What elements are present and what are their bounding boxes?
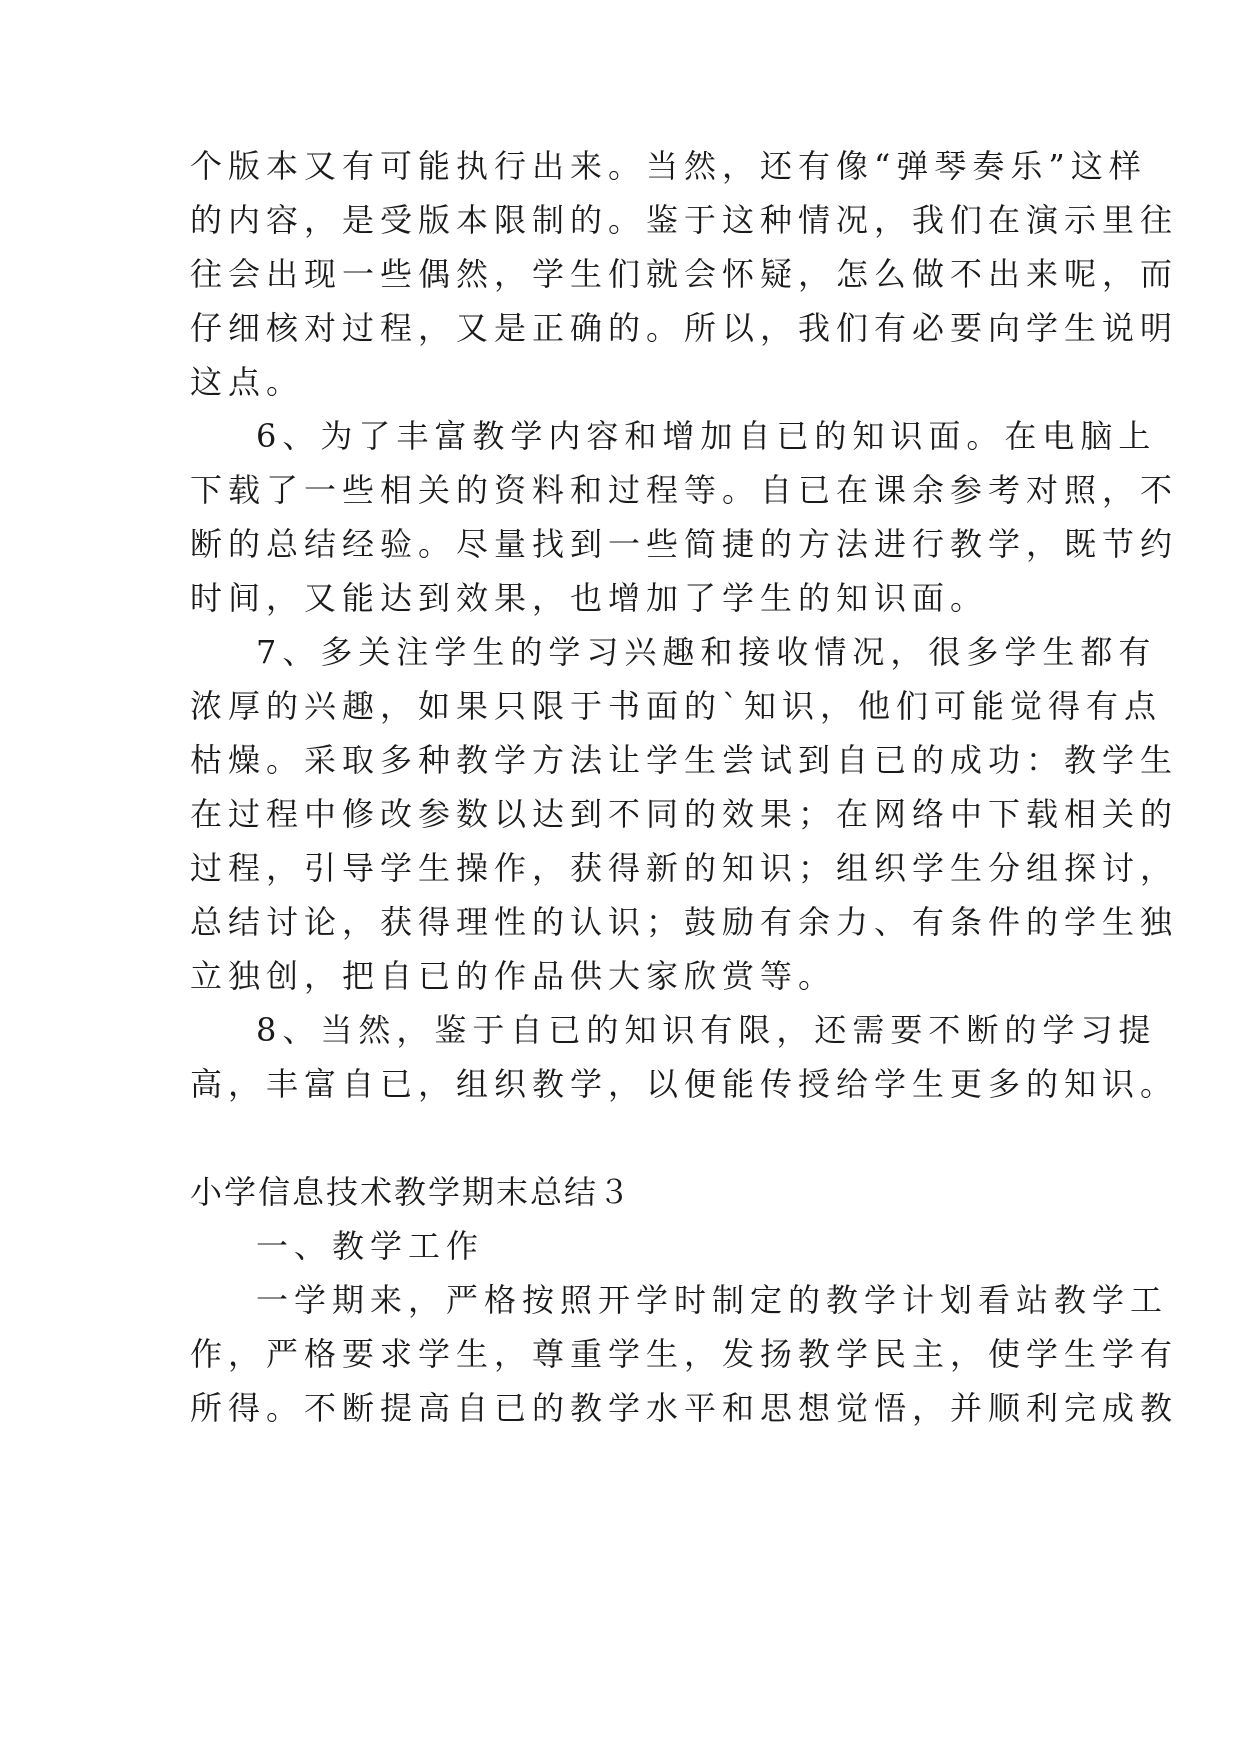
paragraph-line: 在过程中修改参数以达到不同的效果；在网络中下载相关的 [190,795,1179,833]
paragraph-line: 所得。不断提高自已的教学水平和思想觉悟，并顺利完成教 [190,1389,1179,1427]
paragraph-line: 作，严格要求学生，尊重学生，发扬教学民主，使学生学有 [190,1335,1179,1373]
paragraph-line: 浓厚的兴趣，如果只限于书面的`知识，他们可能觉得有点 [190,687,1163,725]
paragraph-line: 总结讨论，获得理性的认识；鼓励有余力、有条件的学生独 [190,903,1179,941]
paragraph-line: 的内容，是受版本限制的。鉴于这种情况，我们在演示里往 [190,201,1179,239]
paragraph-line: 立独创，把自已的作品供大家欣赏等。 [190,957,837,995]
paragraph-line: 个版本又有可能执行出来。当然，还有像“弹琴奏乐”这样 [190,147,1147,185]
paragraph-line: 断的总结经验。尽量找到一些简捷的方法进行教学，既节约 [190,525,1179,563]
paragraph-line: 往会出现一些偶然，学生们就会怀疑，怎么做不出来呢，而 [190,255,1179,293]
paragraph-line: 仔细核对过程，又是正确的。所以，我们有必要向学生说明 [190,309,1179,347]
paragraph-line: 过程，引导学生操作，获得新的知识；组织学生分组探讨， [190,849,1179,887]
paragraph-line: 8、当然，鉴于自已的知识有限，还需要不断的学习提 [256,1011,1157,1049]
paragraph-line: 下载了一些相关的资料和过程等。自已在课余参考对照，不 [190,471,1179,509]
section-title: 小学信息技术教学期末总结３ [190,1173,633,1211]
paragraph-line: 这点。 [190,363,305,401]
paragraph-line: 时间，又能达到效果，也增加了学生的知识面。 [190,579,989,617]
subsection-heading: 一、教学工作 [256,1227,485,1265]
paragraph-line: 高，丰富自已，组织教学，以便能传授给学生更多的知识。 [190,1065,1179,1103]
paragraph-line: 枯燥。采取多种教学方法让学生尝试到自已的成功：教学生 [190,741,1179,779]
paragraph-line: 一学期来，严格按照开学时制定的教学计划看站教学工 [256,1281,1169,1319]
paragraph-line: 6、为了丰富教学内容和增加自已的知识面。在电脑上 [256,417,1157,455]
paragraph-line: 7、多关注学生的学习兴趣和接收情况，很多学生都有 [256,633,1157,671]
